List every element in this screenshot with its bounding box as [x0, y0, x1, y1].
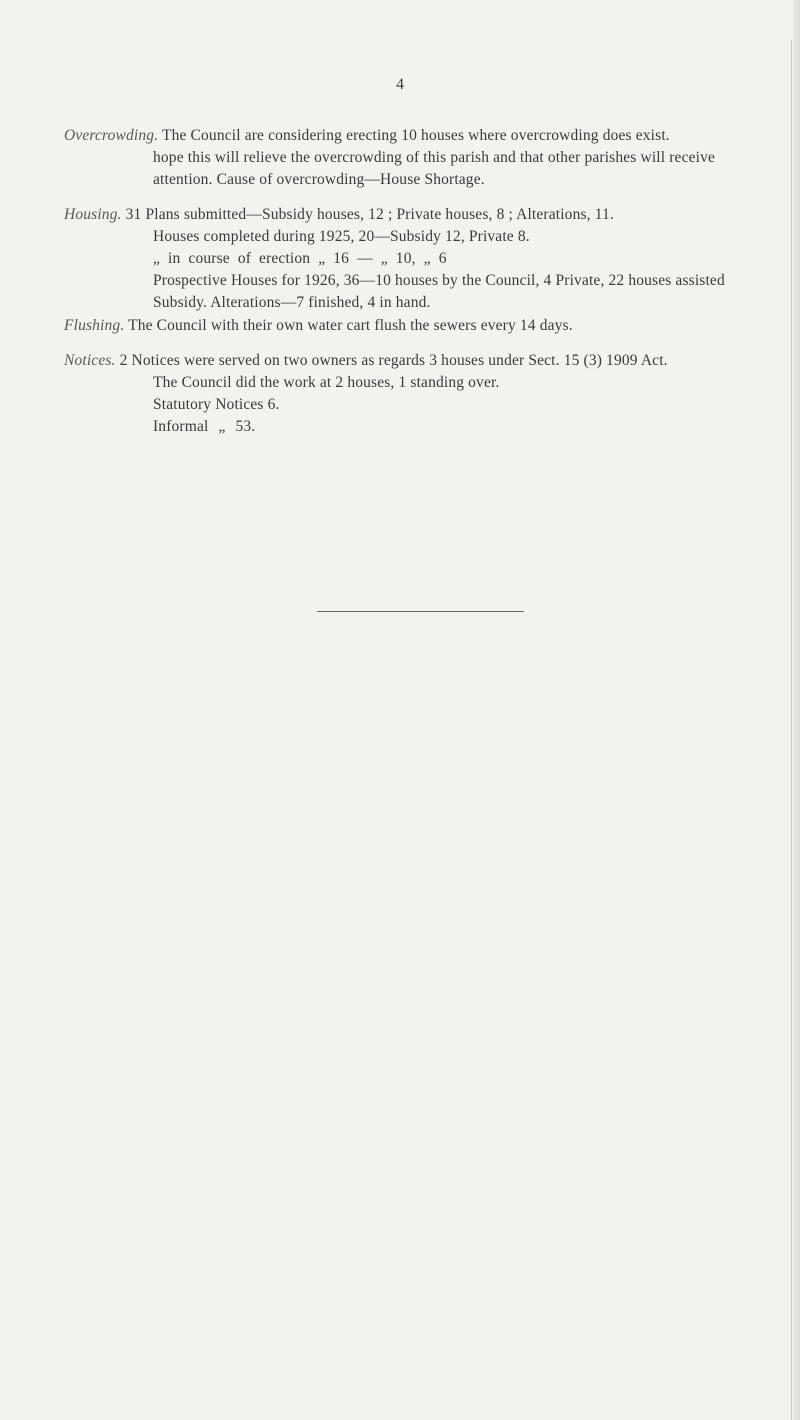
section-notices [64, 352, 668, 370]
divider-rule [317, 611, 524, 612]
text-line: Statutory Notices 6. [153, 396, 280, 413]
section-label: Flushing. [64, 317, 125, 334]
section-label: Housing. [64, 206, 122, 223]
page-edge [793, 0, 800, 1420]
section-overcrowding [64, 127, 670, 145]
text-line: 31 Plans submitted—Subsidy houses, 12 ; Private houses, 8 ; Alterations, 11. [125, 206, 614, 223]
section-housing [64, 206, 614, 224]
text-line: The Council are considering erecting 10 houses where overcrowding does exist. [161, 127, 670, 144]
text-line: Houses completed during 1925, 20—Subsidy 12, Private 8. [153, 228, 530, 245]
page-number: 4 [396, 76, 404, 93]
text-line: Subsidy. Alterations—7 finished, 4 in hand. [153, 294, 431, 311]
text-line: Prospective Houses for 1926, 36—10 houses by the Council, 4 Private, 22 houses assisted [153, 272, 725, 289]
text-line: hope this will relieve the overcrowding of this parish and that other parishes will receive [153, 149, 716, 166]
section-label: Notices. [64, 352, 116, 369]
text-line: Informal „ 53. [153, 418, 256, 435]
text-line: 2 Notices were served on two owners as regards 3 houses under Sect. 15 (3) 1909 Act. [119, 352, 668, 369]
section-flushing [64, 317, 573, 335]
text-line: attention. Cause of overcrowding—House Shortage. [153, 171, 485, 188]
text-line: The Council with their own water cart flush the sewers every 14 days. [128, 317, 573, 334]
text-line: „ in course of erection „ 16 — „ 10, „ 6 [153, 250, 447, 267]
page-edge-line [791, 40, 792, 1420]
section-label: Overcrowding. [64, 127, 159, 144]
text-line: The Council did the work at 2 houses, 1 standing over. [153, 374, 500, 391]
